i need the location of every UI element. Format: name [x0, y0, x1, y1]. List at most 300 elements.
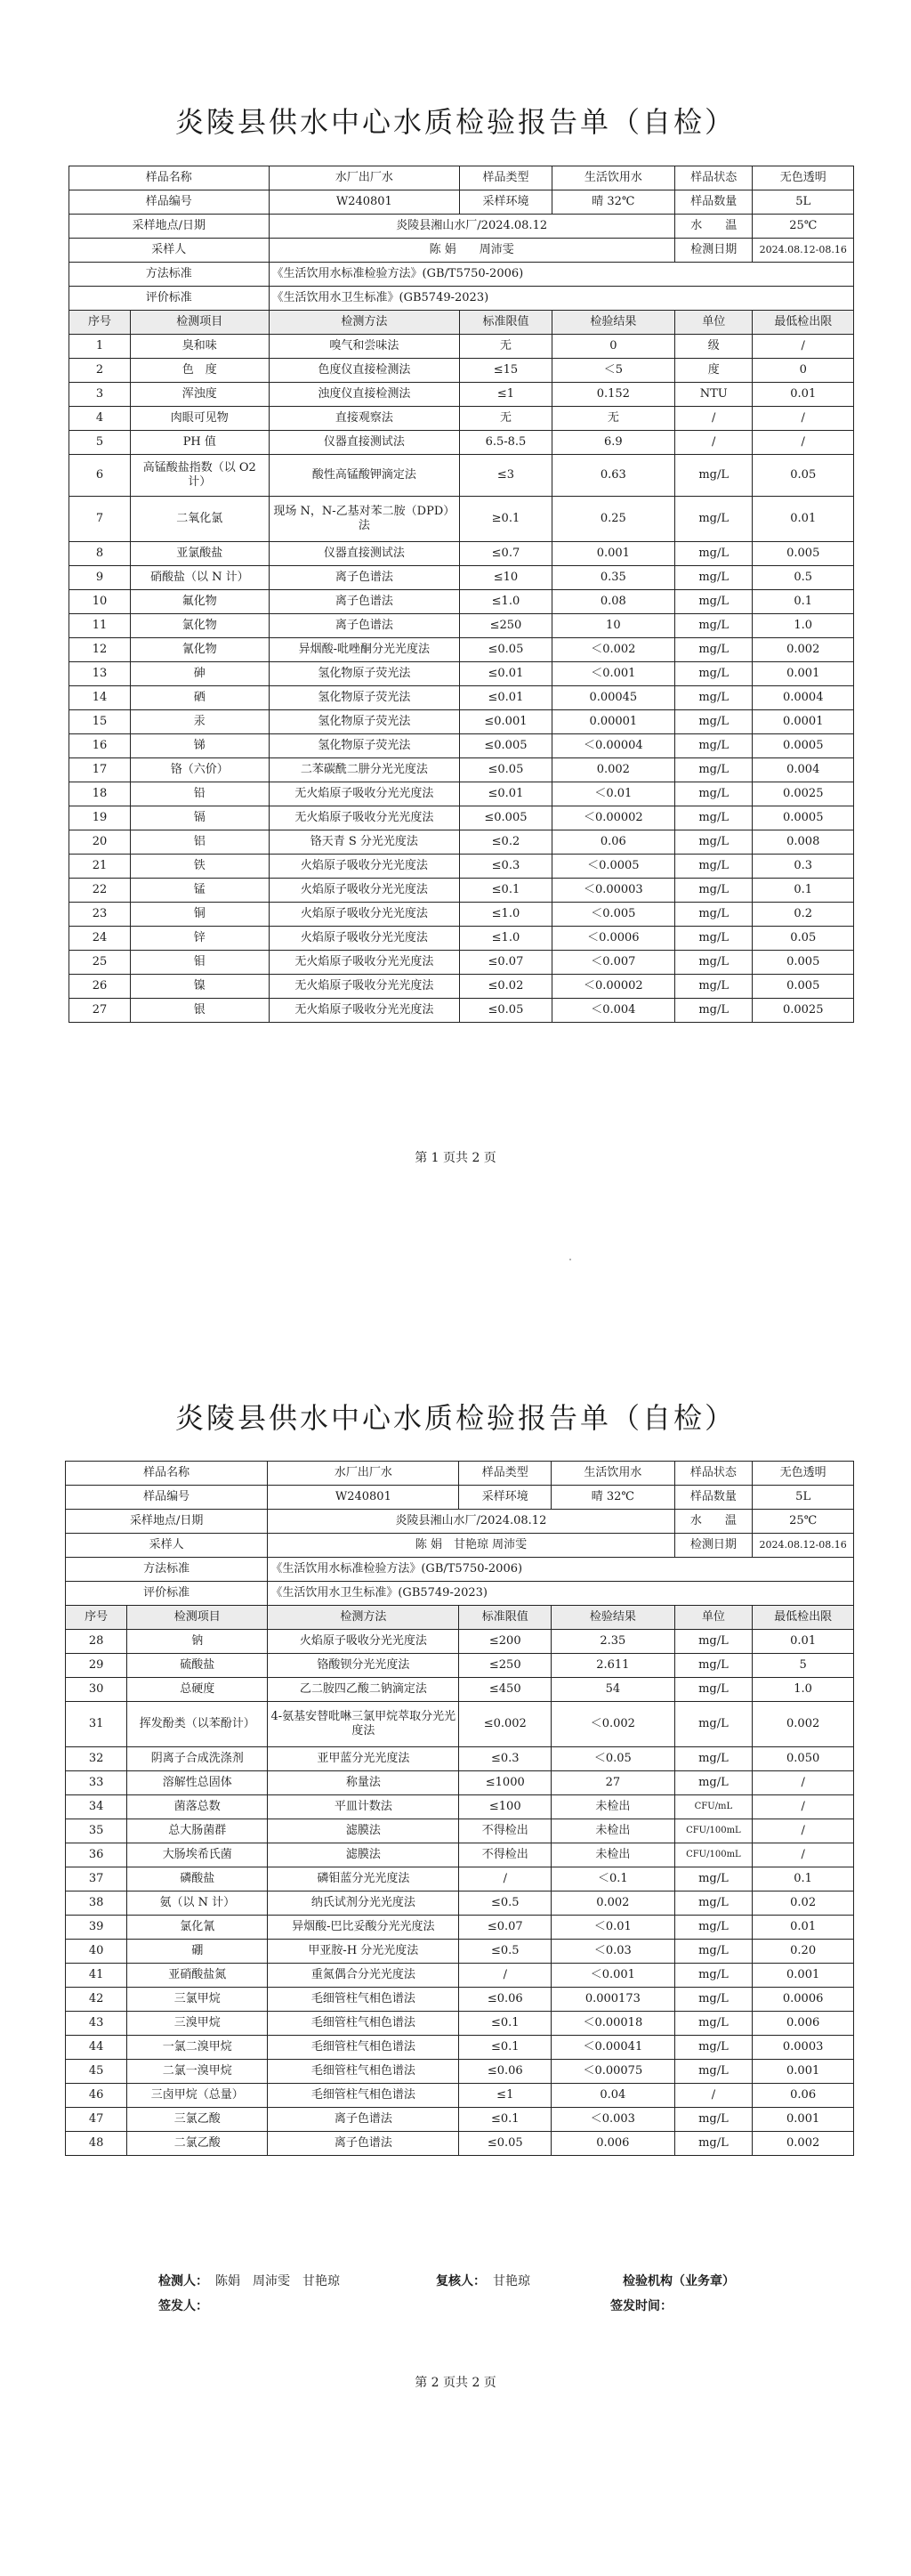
col-header: 检测项目	[127, 1606, 268, 1630]
col-header: 序号	[69, 311, 131, 335]
test-date: 2024.08.12-08.16	[753, 1534, 854, 1558]
test-method: 氢化物原子荧光法	[269, 710, 460, 734]
test-result: 0	[552, 335, 674, 359]
table-row	[69, 335, 854, 359]
row-number: 18	[69, 782, 131, 806]
test-method: 火焰原子吸收分光光度法	[268, 1630, 459, 1654]
test-method: 离子色谱法	[268, 2132, 459, 2156]
place: 炎陵县湘山水厂/2024.08.12	[269, 215, 674, 239]
unit: 级	[674, 335, 753, 359]
test-method: 铬天青 S 分光光度法	[269, 830, 460, 855]
detection-limit: 0.001	[753, 2108, 854, 2132]
standard-limit: 无	[460, 335, 552, 359]
test-method: 称量法	[268, 1771, 459, 1795]
row-number: 36	[66, 1843, 127, 1867]
unit: mg/L	[674, 1678, 753, 1702]
eval-label: 评价标准	[66, 1582, 268, 1606]
test-method: 铬酸钡分光光度法	[268, 1654, 459, 1678]
test-date-label: 检测日期	[674, 1534, 753, 1558]
sample-state: 无色透明	[753, 166, 854, 190]
place: 炎陵县湘山水厂/2024.08.12	[268, 1510, 674, 1534]
unit: mg/L	[674, 782, 753, 806]
unit: mg/L	[674, 951, 753, 975]
row-number: 3	[69, 383, 131, 407]
sampler: 陈 娟 甘艳琼 周沛雯	[268, 1534, 674, 1558]
detection-limit: 0.0005	[753, 806, 854, 830]
table-row	[69, 638, 854, 662]
detection-limit: 0.01	[753, 1916, 854, 1940]
table-row	[66, 1630, 854, 1654]
test-result: ＜0.002	[552, 638, 674, 662]
unit: mg/L	[674, 2012, 753, 2036]
row-number: 17	[69, 758, 131, 782]
qty: 5L	[753, 1486, 854, 1510]
test-method: 离子色谱法	[269, 566, 460, 590]
table-row	[66, 1747, 854, 1771]
test-method: 氢化物原子荧光法	[269, 734, 460, 758]
row-number: 9	[69, 566, 131, 590]
table-row	[69, 359, 854, 383]
detection-limit: 0.5	[753, 566, 854, 590]
detection-limit: 0.0005	[753, 734, 854, 758]
unit: mg/L	[674, 662, 753, 686]
row-number: 29	[66, 1654, 127, 1678]
test-method: 仪器直接测试法	[269, 431, 460, 455]
unit: mg/L	[674, 1916, 753, 1940]
detection-limit: 0.3	[753, 855, 854, 879]
detection-limit: 0.1	[753, 590, 854, 614]
test-result: 0.002	[552, 758, 674, 782]
unit: mg/L	[674, 1702, 753, 1747]
standard-limit: ≤1.0	[460, 927, 552, 951]
test-result: ＜0.0005	[552, 855, 674, 879]
unit: CFU/100mL	[674, 1843, 753, 1867]
org-line	[623, 2272, 735, 2289]
standard-limit: 无	[460, 407, 552, 431]
col-header: 检验结果	[552, 1606, 674, 1630]
detection-limit: 0.002	[753, 1702, 854, 1747]
row-number: 33	[66, 1771, 127, 1795]
test-method: 直接观察法	[269, 407, 460, 431]
qty-label: 样品数量	[674, 190, 753, 215]
table-row	[69, 782, 854, 806]
unit: mg/L	[674, 758, 753, 782]
standard-limit: ≤0.3	[460, 855, 552, 879]
test-item: 一氯二溴甲烷	[127, 2036, 268, 2060]
report-table-page-2	[65, 1461, 854, 2156]
test-date: 2024.08.12-08.16	[753, 239, 854, 263]
test-item: 氰化物	[131, 638, 269, 662]
test-item: 菌落总数	[127, 1795, 268, 1819]
col-header: 单位	[674, 1606, 753, 1630]
row-number: 8	[69, 542, 131, 566]
row-number: 31	[66, 1702, 127, 1747]
detection-limit: 0.0003	[753, 2036, 854, 2060]
test-method: 纳氏试剂分光光度法	[268, 1891, 459, 1916]
sample-no: W240801	[269, 190, 460, 215]
row-number: 10	[69, 590, 131, 614]
row-number: 47	[66, 2108, 127, 2132]
test-method: 二苯碳酰二肼分光光度法	[269, 758, 460, 782]
env: 晴 32℃	[552, 1486, 674, 1510]
detection-limit: 0.0004	[753, 686, 854, 710]
test-result: 0.00001	[552, 710, 674, 734]
test-item: 二氯乙酸	[127, 2132, 268, 2156]
standard-limit: ≤450	[459, 1678, 552, 1702]
table-row	[69, 758, 854, 782]
col-header: 最低检出限	[753, 1606, 854, 1630]
row-number: 39	[66, 1916, 127, 1940]
row-number: 48	[66, 2132, 127, 2156]
table-row	[66, 1795, 854, 1819]
standard-limit: ≤0.01	[460, 662, 552, 686]
row-number: 41	[66, 1964, 127, 1988]
standard-limit: ≤0.05	[460, 999, 552, 1023]
standard-limit: ≤200	[459, 1630, 552, 1654]
row-number: 45	[66, 2060, 127, 2084]
row-number: 12	[69, 638, 131, 662]
detection-limit: 0.20	[753, 1940, 854, 1964]
unit: mg/L	[674, 2132, 753, 2156]
detection-limit: /	[753, 1771, 854, 1795]
row-number: 34	[66, 1795, 127, 1819]
test-item: 亚氯酸盐	[131, 542, 269, 566]
test-item: 肉眼可见物	[131, 407, 269, 431]
standard-limit: ≤10	[460, 566, 552, 590]
row-number: 16	[69, 734, 131, 758]
test-result: 0.04	[552, 2084, 674, 2108]
col-header: 标准限值	[459, 1606, 552, 1630]
row-number: 46	[66, 2084, 127, 2108]
detection-limit: 0.05	[753, 927, 854, 951]
test-result: 10	[552, 614, 674, 638]
eval-label: 评价标准	[69, 287, 270, 311]
report-page-2	[0, 1282, 911, 2576]
detection-limit: 0.06	[753, 2084, 854, 2108]
standard-limit: ≤0.5	[459, 1940, 552, 1964]
test-method: 毛细管柱气相色谱法	[268, 2036, 459, 2060]
method: 《生活饮用水标准检验方法》(GB/T5750-2006)	[268, 1558, 854, 1582]
method: 《生活饮用水标准检验方法》(GB/T5750-2006)	[269, 263, 853, 287]
test-result: ＜0.05	[552, 1747, 674, 1771]
row-number: 7	[69, 497, 131, 542]
sign-date-label: 签发时间：	[610, 2299, 673, 2313]
test-method: 火焰原子吸收分光光度法	[269, 879, 460, 903]
test-method: 火焰原子吸收分光光度法	[269, 855, 460, 879]
test-result: ＜0.01	[552, 1916, 674, 1940]
detection-limit: 0.01	[753, 383, 854, 407]
standard-limit: ≤1000	[459, 1771, 552, 1795]
test-date-label: 检测日期	[674, 239, 753, 263]
env: 晴 32℃	[552, 190, 674, 215]
report-table-page-1	[69, 166, 854, 1023]
unit: mg/L	[674, 830, 753, 855]
page-number: 第 2 页共 2 页	[415, 2376, 496, 2390]
test-item: 汞	[131, 710, 269, 734]
table-row	[69, 927, 854, 951]
table-row	[66, 1988, 854, 2012]
row-number: 4	[69, 407, 131, 431]
detection-limit: 5	[753, 1654, 854, 1678]
detection-limit: 0.050	[753, 1747, 854, 1771]
test-item: 大肠埃希氏菌	[127, 1843, 268, 1867]
test-result: 2.611	[552, 1654, 674, 1678]
test-item: 锰	[131, 879, 269, 903]
detection-limit: /	[753, 335, 854, 359]
test-item: 浑浊度	[131, 383, 269, 407]
test-item: 阴离子合成洗涤剂	[127, 1747, 268, 1771]
test-result: ＜0.007	[552, 951, 674, 975]
detection-limit: 0.006	[753, 2012, 854, 2036]
test-result: ＜0.001	[552, 1964, 674, 1988]
sample-type-label: 样品类型	[459, 1462, 552, 1486]
detection-limit: 0.01	[753, 497, 854, 542]
sample-state: 无色透明	[753, 1462, 854, 1486]
detection-limit: 0.002	[753, 638, 854, 662]
test-method: 色度仪直接检测法	[269, 359, 460, 383]
unit: mg/L	[674, 1630, 753, 1654]
table-row	[69, 951, 854, 975]
row-number: 20	[69, 830, 131, 855]
row-number: 38	[66, 1891, 127, 1916]
standard-limit: ≤0.01	[460, 782, 552, 806]
test-result: ＜5	[552, 359, 674, 383]
unit: mg/L	[674, 566, 753, 590]
test-result: 0.000173	[552, 1988, 674, 2012]
test-item: 银	[131, 999, 269, 1023]
table-row	[66, 1916, 854, 1940]
table-row	[66, 1843, 854, 1867]
col-header: 序号	[66, 1606, 127, 1630]
standard-limit: ≤0.01	[460, 686, 552, 710]
sample-type-label: 样品类型	[460, 166, 552, 190]
table-row	[66, 1940, 854, 1964]
sample-name-label: 样品名称	[66, 1462, 268, 1486]
row-number: 21	[69, 855, 131, 879]
test-result: 0.006	[552, 2132, 674, 2156]
test-result: ＜0.005	[552, 903, 674, 927]
test-method: 酸性高锰酸钾滴定法	[269, 455, 460, 497]
unit: /	[674, 407, 753, 431]
sampler-label: 采样人	[66, 1534, 268, 1558]
test-method: 毛细管柱气相色谱法	[268, 2060, 459, 2084]
unit: mg/L	[674, 542, 753, 566]
test-item: 铜	[131, 903, 269, 927]
table-row	[66, 2132, 854, 2156]
row-number: 23	[69, 903, 131, 927]
test-method: 甲亚胺-H 分光光度法	[268, 1940, 459, 1964]
scan-speck	[569, 1259, 571, 1260]
standard-limit: /	[459, 1964, 552, 1988]
table-header	[66, 1606, 854, 1630]
table-row	[66, 1654, 854, 1678]
water-temp-label: 水 温	[674, 1510, 753, 1534]
test-item: 硒	[131, 686, 269, 710]
page-title: 炎陵县供水中心水质检验报告单（自检）	[174, 1401, 736, 1435]
standard-limit: ≤0.1	[459, 2012, 552, 2036]
test-item: 镉	[131, 806, 269, 830]
page-title: 炎陵县供水中心水质检验报告单（自检）	[174, 105, 736, 139]
table-row	[69, 903, 854, 927]
test-result: ＜0.01	[552, 782, 674, 806]
standard-limit: ≤0.002	[459, 1702, 552, 1747]
detection-limit: 0.0025	[753, 782, 854, 806]
env-label: 采样环境	[459, 1486, 552, 1510]
detection-limit: 0.05	[753, 455, 854, 497]
row-number: 13	[69, 662, 131, 686]
test-item: 磷酸盐	[127, 1867, 268, 1891]
test-item: 铅	[131, 782, 269, 806]
table-row	[69, 407, 854, 431]
test-result: 0.152	[552, 383, 674, 407]
standard-limit: 不得检出	[459, 1819, 552, 1843]
test-item: 锑	[131, 734, 269, 758]
standard-limit: ≤100	[459, 1795, 552, 1819]
row-number: 44	[66, 2036, 127, 2060]
eval: 《生活饮用水卫生标准》(GB5749-2023)	[268, 1582, 854, 1606]
test-result: 0.06	[552, 830, 674, 855]
test-item: 臭和味	[131, 335, 269, 359]
col-header: 最低检出限	[753, 311, 854, 335]
standard-limit: ≤0.07	[460, 951, 552, 975]
issuer-label: 签发人：	[158, 2299, 208, 2313]
detection-limit: 0.005	[753, 951, 854, 975]
detection-limit: 0.008	[753, 830, 854, 855]
standard-limit: ≤0.005	[460, 734, 552, 758]
table-row	[69, 710, 854, 734]
unit: mg/L	[674, 590, 753, 614]
row-number: 25	[69, 951, 131, 975]
unit: CFU/100mL	[674, 1819, 753, 1843]
reviewer-line	[436, 2272, 543, 2289]
table-row	[66, 1867, 854, 1891]
standard-limit: ≤0.3	[459, 1747, 552, 1771]
standard-limit: ≤1.0	[460, 590, 552, 614]
test-item: 氟化物	[131, 590, 269, 614]
test-result: 27	[552, 1771, 674, 1795]
sample-name: 水厂出厂水	[268, 1462, 459, 1486]
test-result: ＜0.001	[552, 662, 674, 686]
table-row	[69, 455, 854, 497]
test-method: 无火焰原子吸收分光光度法	[269, 975, 460, 999]
test-method: 毛细管柱气相色谱法	[268, 2084, 459, 2108]
unit: mg/L	[674, 1891, 753, 1916]
sample-name-label: 样品名称	[69, 166, 270, 190]
test-method: 仪器直接测试法	[269, 542, 460, 566]
sign-date-line	[610, 2297, 673, 2314]
sample-state-label: 样品状态	[674, 1462, 753, 1486]
test-result: ＜0.00018	[552, 2012, 674, 2036]
test-result: 0.63	[552, 455, 674, 497]
detection-limit: 0.1	[753, 879, 854, 903]
table-row	[69, 830, 854, 855]
unit: CFU/mL	[674, 1795, 753, 1819]
test-result: 2.35	[552, 1630, 674, 1654]
water-temp-label: 水 温	[674, 215, 753, 239]
table-row	[66, 1819, 854, 1843]
test-method: 滤膜法	[268, 1819, 459, 1843]
test-method: 无火焰原子吸收分光光度法	[269, 951, 460, 975]
table-row	[66, 2060, 854, 2084]
unit: mg/L	[674, 710, 753, 734]
unit: 度	[674, 359, 753, 383]
unit: /	[674, 2084, 753, 2108]
test-result: ＜0.003	[552, 2108, 674, 2132]
detection-limit: 0.005	[753, 542, 854, 566]
test-method: 无火焰原子吸收分光光度法	[269, 806, 460, 830]
row-number: 26	[69, 975, 131, 999]
test-item: 二氧化氯	[131, 497, 269, 542]
detection-limit: 1.0	[753, 1678, 854, 1702]
standard-limit: ≤0.2	[460, 830, 552, 855]
test-result: ＜0.1	[552, 1867, 674, 1891]
standard-limit: ≤0.05	[459, 2132, 552, 2156]
test-item: 铬（六价）	[131, 758, 269, 782]
table-row	[66, 1964, 854, 1988]
standard-limit: ≤0.001	[460, 710, 552, 734]
col-header: 单位	[674, 311, 753, 335]
standard-limit: ≤0.1	[459, 2036, 552, 2060]
test-result: ＜0.03	[552, 1940, 674, 1964]
sampler: 陈 娟 周沛雯	[269, 239, 674, 263]
unit: NTU	[674, 383, 753, 407]
test-item: 氨（以 N 计）	[127, 1891, 268, 1916]
unit: mg/L	[674, 806, 753, 830]
standard-limit: ≤0.5	[459, 1891, 552, 1916]
unit: mg/L	[674, 1964, 753, 1988]
standard-limit: ≤0.06	[459, 1988, 552, 2012]
unit: /	[674, 431, 753, 455]
test-result: 未检出	[552, 1795, 674, 1819]
detection-limit: 0.0001	[753, 710, 854, 734]
table-row	[69, 879, 854, 903]
row-number: 32	[66, 1747, 127, 1771]
qty-label: 样品数量	[674, 1486, 753, 1510]
test-method: 现场 N，N-乙基对苯二胺（DPD）法	[269, 497, 460, 542]
test-result: ＜0.00004	[552, 734, 674, 758]
detection-limit: /	[753, 431, 854, 455]
result-rows	[69, 335, 854, 1023]
unit: mg/L	[674, 1747, 753, 1771]
row-number: 15	[69, 710, 131, 734]
test-method: 氢化物原子荧光法	[269, 686, 460, 710]
table-row	[66, 1678, 854, 1702]
test-item: PH 值	[131, 431, 269, 455]
method-label: 方法标准	[66, 1558, 268, 1582]
method-label: 方法标准	[69, 263, 270, 287]
unit: mg/L	[674, 975, 753, 999]
standard-limit: 不得检出	[459, 1843, 552, 1867]
row-number: 28	[66, 1630, 127, 1654]
test-item: 三氯甲烷	[127, 1988, 268, 2012]
test-item: 铝	[131, 830, 269, 855]
test-method: 离子色谱法	[269, 590, 460, 614]
unit: mg/L	[674, 734, 753, 758]
table-row	[69, 975, 854, 999]
test-method: 火焰原子吸收分光光度法	[269, 927, 460, 951]
unit: mg/L	[674, 1867, 753, 1891]
row-number: 14	[69, 686, 131, 710]
unit: mg/L	[674, 1771, 753, 1795]
test-result: ＜0.00002	[552, 975, 674, 999]
test-item: 亚硝酸盐氮	[127, 1964, 268, 1988]
detection-limit: 0.0006	[753, 1988, 854, 2012]
test-method: 嗅气和尝味法	[269, 335, 460, 359]
detection-limit: 0.1	[753, 1867, 854, 1891]
table-row	[66, 2108, 854, 2132]
test-method: 浊度仪直接检测法	[269, 383, 460, 407]
test-method: 4-氨基安替吡啉三氯甲烷萃取分光光度法	[268, 1702, 459, 1747]
